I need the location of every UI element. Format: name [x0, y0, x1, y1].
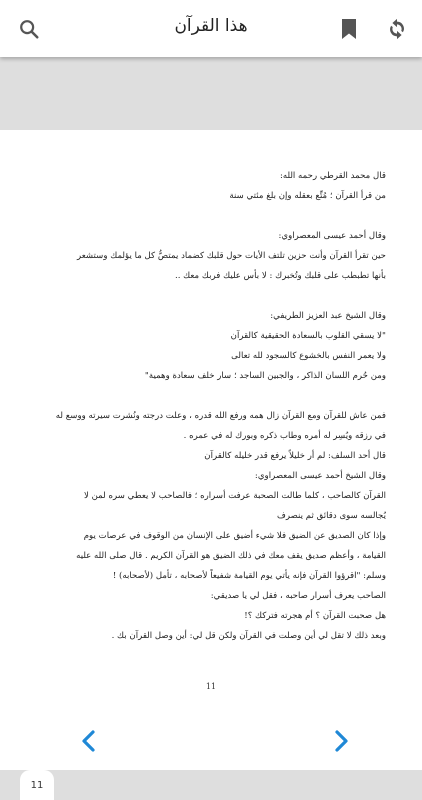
next-page-button[interactable]: [329, 728, 355, 754]
text-line: وقال الشيخ عبد العزيز الطريفي:: [270, 311, 386, 321]
paragraph-gap: [36, 206, 386, 226]
book-page[interactable]: [0, 130, 422, 770]
text-line: وسلم: "اقرؤوا القرآن فإنه يأتي يوم القيامة شفيعاً لأصحابه ، تأمل (لأصحابه) !: [112, 571, 386, 581]
text-line: وبعد ذلك لا تقل لي أين وصلت في القرآن ولكن قل لي: أين وصل القرآن بك .: [111, 631, 386, 641]
page-title: هذا القرآن: [174, 16, 248, 36]
chevron-left-icon: [79, 729, 97, 753]
text-line: يُجالسه سوى دقائق ثم ينصرف: [276, 511, 386, 521]
text-line: وإذا كان الصديق عن الضيق فلا شيء أضيق على الإنسان من الوقوف في عرصات يوم: [83, 531, 386, 541]
text-line: ومن حُرم اللسان الذاكر ، والجبين الساجد ؛ سار خلف سعادة وهمية": [144, 371, 386, 381]
page-number: 11: [205, 682, 217, 691]
chevron-right-icon: [333, 729, 351, 753]
sync-icon[interactable]: [382, 14, 412, 44]
text-line: قال أحد السلف: لم أر خليلاً يرفع قدر خليله كالقرآن: [204, 451, 386, 461]
text-line: "لا يسقي القلوب بالسعادة الحقيقية كالقرآن: [230, 331, 386, 341]
text-line: وقال أحمد عيسى المعصراوي:: [278, 231, 386, 241]
text-line: ولا يعمر النفس بالخشوع كالسجود لله تعالى: [231, 351, 386, 361]
previous-page-button[interactable]: [75, 728, 101, 754]
text-line: القرآن كالصاحب ، كلما طالت الصحبة عرفت أسراره ؛ فالصاحب لا يعطي سره لمن لا: [83, 491, 386, 501]
text-line: في رزقه ويُسِر له أمره وطاب ذكره وبورك له في عمره .: [183, 431, 386, 441]
bookmark-icon[interactable]: [334, 14, 364, 44]
text-line: بأنها تطبطب على قلبك وتُخبرك : لا بأس عليك فربك معك ..: [174, 271, 386, 281]
bottom-page-bar: [0, 770, 422, 800]
app-bar: [0, 0, 422, 57]
text-line: القيامة ، وأعظم صديق يقف معك في ذلك الضيق هو القرآن الكريم . قال صلى الله عليه: [76, 551, 386, 561]
text-line: قال محمد القرطي رحمه الله:: [279, 171, 386, 181]
page-tab[interactable]: 11: [20, 770, 54, 800]
text-line: وقال الشيخ أحمد عيسى المعصراوي:: [254, 471, 386, 481]
page-text: [36, 166, 386, 646]
text-line: فمن عاش للقرآن ومع القرآن زال همه ورفع الله قدره ، وعلت درجته ونُشرت سيرته ووسع له: [55, 411, 386, 421]
paragraph-gap: [36, 286, 386, 306]
text-line: هل صحبت القرآن ؟ أم هجرته فتركك ؟!: [244, 611, 386, 621]
paragraph-gap: [36, 386, 386, 406]
text-line: الصاحب يعرف أسرار صاحبه ، فقل لي يا صديقي:: [210, 591, 386, 601]
page-separator-band: [0, 57, 422, 130]
text-line: حين تقرأ القرآن وأنت حزين تلتف الأيات حول قلبك كضماد يمتصُّ كل ما يؤلمك وستشعر: [76, 251, 386, 261]
text-line: من قرأ القرآن ؛ مُتِّع بعقله وإن بلغ مئتي سنة: [229, 191, 386, 201]
